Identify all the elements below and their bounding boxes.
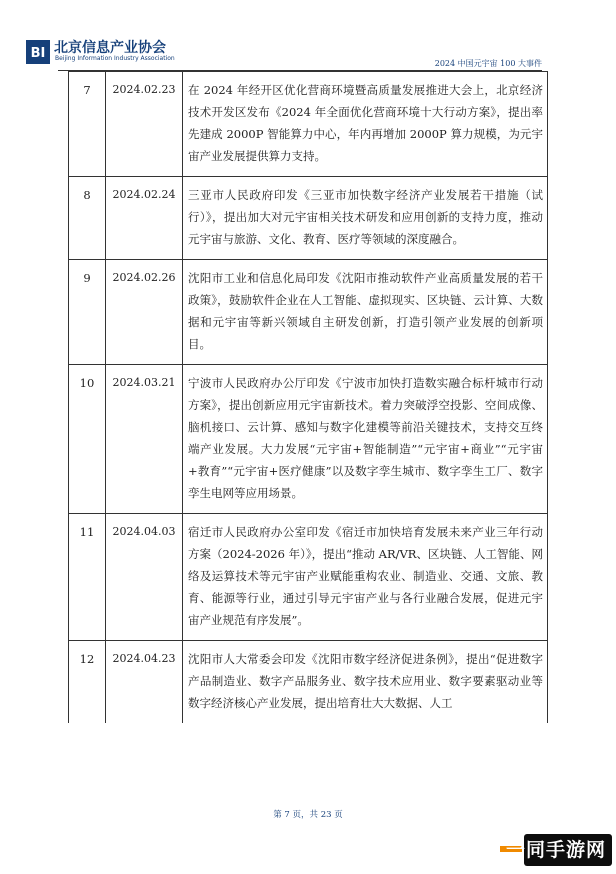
row-number: 8 xyxy=(69,177,106,260)
event-description: 沈阳市工业和信息化局印发《沈阳市推动软件产业高质量发展的若干政策》，鼓励软件企业在人工智能、虚拟现实、区块链、云计算、大数据和元宇宙等新兴领域自主研发创新，打造引领产业发展的创新项目。 xyxy=(183,260,548,365)
event-description: 在 2024 年经开区优化营商环境暨高质量发展推进大会上，北京经济技术开发区发布《2024 年全面优化营商环境十大行动方案》，提出率先建成 2000P 智能算力中心，年内再增加 2000P 算力规模，为元宇宙产业发展提供算力支持。 xyxy=(183,72,548,177)
document-title: 2024 中国元宇宙 100 大事件 xyxy=(434,59,542,68)
row-number: 12 xyxy=(69,641,106,724)
table-row xyxy=(69,177,548,260)
table-row xyxy=(69,514,548,641)
org-name-cn: 北京信息产业协会 xyxy=(54,40,166,56)
row-number: 11 xyxy=(69,514,106,641)
association-logo-icon xyxy=(26,40,50,64)
event-description: 宁波市人民政府办公厅印发《宁波市加快打造数实融合标杆城市行动方案》，提出创新应用元宇宙新技术。着力突破浮空投影、空间成像、脑机接口、云计算、感知与数字化建模等前沿关键技术，支持交互终端产业发展。大力发展“元宇宙+智能制造”“元宇宙+商业”“元宇宙+教育”“元宇宙+医疗健康”以及数字孪生城市、数字孪生工厂、数字孪生电网等应用场景。 xyxy=(183,365,548,514)
event-description: 三亚市人民政府印发《三亚市加快数字经济产业发展若干措施（试行）》，提出加大对元宇宙相关技术研发和应用创新的支持力度，推动元宇宙与旅游、文化、教育、医疗等领域的深度融合。 xyxy=(183,177,548,260)
event-date: 2024.02.23 xyxy=(106,72,183,177)
events-table-body xyxy=(69,72,548,724)
page-header xyxy=(0,0,616,70)
events-table xyxy=(68,71,548,723)
org-name-en: Beijing Information Industry Association xyxy=(55,55,175,62)
watermark-text: 一同手游网 xyxy=(505,839,606,861)
event-date: 2024.04.23 xyxy=(106,641,183,724)
event-date: 2024.04.03 xyxy=(106,514,183,641)
event-date: 2024.02.24 xyxy=(106,177,183,260)
event-description: 沈阳市人大常委会印发《沈阳市数字经济促进条例》，提出“促进数字产品制造业、数字产品服务业、数字技术应用业、数字要素驱动业等数字经济核心产业发展，提出培育壮大大数据、人工 xyxy=(183,641,548,724)
table-row xyxy=(69,72,548,177)
event-date: 2024.02.26 xyxy=(106,260,183,365)
event-date: 2024.03.21 xyxy=(106,365,183,514)
row-number: 10 xyxy=(69,365,106,514)
table-row xyxy=(69,641,548,724)
row-number: 7 xyxy=(69,72,106,177)
site-watermark xyxy=(500,832,612,868)
table-row xyxy=(69,260,548,365)
event-description: 宿迁市人民政府办公室印发《宿迁市加快培育发展未来产业三年行动方案（2024-2026 年）》，提出“推动 AR/VR、区块链、人工智能、网络及运算技术等元宇宙产业赋能重构农业、制造业、交通、文旅、教育、能源等行业，通过引导元宇宙产业与各行业融合发展，促进元宇宙产业规范有序发展”。 xyxy=(183,514,548,641)
page-number: 第 7 页，共 23 页 xyxy=(273,810,343,820)
logo-letters: BI xyxy=(30,46,46,61)
table-row xyxy=(69,365,548,514)
row-number: 9 xyxy=(69,260,106,365)
